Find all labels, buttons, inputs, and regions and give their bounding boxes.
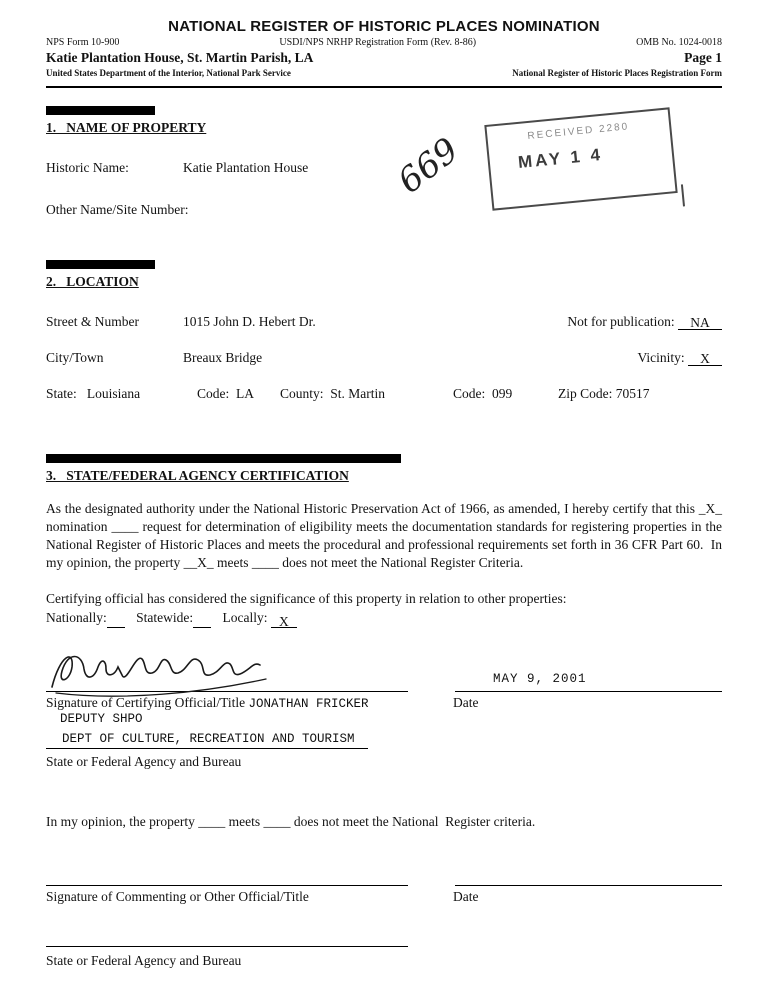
certifying-signature-label: Signature of Certifying Official/Title (46, 695, 246, 711)
agency-bureau-label-2: State or Federal Agency and Bureau (46, 953, 242, 969)
not-for-publication-value: NA (678, 315, 722, 330)
commenting-labels-row (46, 889, 722, 905)
certifying-labels-row (46, 695, 722, 711)
agency-bureau-label: State or Federal Agency and Bureau (46, 754, 242, 770)
certifying-date-value: MAY 9, 2001 (493, 672, 587, 687)
section1-bar (46, 106, 155, 115)
section2-heading: 2. LOCATION (46, 274, 139, 289)
property-title-row (46, 50, 722, 66)
section2-bar (46, 260, 155, 269)
signature-area (46, 672, 722, 692)
omb-number: OMB No. 1024-0018 (636, 37, 722, 48)
city-row (46, 350, 722, 366)
commenting-date-label: Date (453, 889, 479, 905)
not-for-publication-label: Not for publication: (567, 314, 675, 329)
statewide-label: Statewide: (136, 610, 194, 626)
commenting-agency-line (46, 931, 408, 947)
city-label: City/Town (46, 350, 104, 365)
statewide-blank (193, 613, 211, 628)
commenting-lines-row (46, 870, 722, 886)
commenting-signature-label: Signature of Commenting or Other Official/Title (46, 889, 309, 905)
state-row (46, 386, 722, 402)
section1-heading: 1. NAME OF PROPERTY (46, 120, 207, 135)
certifying-agency-line (46, 728, 368, 749)
locally-value: X (271, 613, 297, 628)
state-code: Code: LA (197, 386, 254, 401)
certification-paragraph: As the designated authority under the National Historic Preservation Act of 1966, as amended, I hereby certify that this _X_ nomination ____ request for determination of eligibility meets the documentation standards for registering properties in the National Register of Historic Places and meets the procedural and professional requirements set forth in 36 CFR Part 60. In my opinion, the property __X_ meets ____ does not meet the National Register Criteria. (46, 501, 726, 571)
locally-label: Locally: (222, 610, 268, 626)
city-value: Breaux Bridge (183, 350, 263, 365)
considered-block (46, 590, 722, 628)
vicinity-group (637, 350, 722, 366)
zip-code: Zip Code: 70517 (558, 386, 650, 401)
street-row (46, 314, 722, 330)
vicinity-label: Vicinity: (637, 350, 685, 365)
historic-name-label: Historic Name: (46, 160, 129, 175)
certifying-title: DEPUTY SHPO (60, 712, 143, 727)
other-name-label: Other Name/Site Number: (46, 202, 189, 217)
header-divider (46, 86, 722, 88)
considered-levels (46, 609, 722, 628)
not-for-publication-group (567, 314, 722, 330)
county-value: County: St. Martin (280, 386, 386, 401)
property-line: Katie Plantation House, St. Martin Parish, LA (46, 50, 314, 65)
form-number: NPS Form 10-900 (46, 37, 120, 48)
certifying-signature-line (46, 672, 408, 692)
signature-ink (42, 643, 278, 701)
street-value: 1015 John D. Hebert Dr. (183, 314, 316, 329)
section3-bar (46, 454, 401, 463)
page-title: NATIONAL REGISTER OF HISTORIC PLACES NOMINATION (168, 18, 600, 35)
form-revision: USDI/NPS NRHP Registration Form (Rev. 8-86) (279, 37, 477, 48)
received-stamp (484, 107, 677, 210)
historic-name-value: Katie Plantation House (183, 160, 309, 175)
certifying-name: JONATHAN FRICKER (248, 697, 369, 712)
county-code: Code: 099 (453, 386, 513, 401)
nationally-blank (107, 613, 125, 628)
registration-form-name: National Register of Historic Places Registration Form (512, 68, 722, 78)
department-line: United States Department of the Interior, National Park Service (46, 68, 291, 78)
handwritten-number: 669 (390, 130, 467, 202)
other-name-row (46, 202, 722, 218)
certifying-date-line (455, 672, 722, 692)
page-number: Page 1 (684, 50, 722, 65)
considered-line: Certifying official has considered the significance of this property in relation to other properties: (46, 591, 567, 607)
state-value: State: Louisiana (46, 386, 141, 401)
form-meta-row (46, 37, 722, 48)
vicinity-value: X (688, 351, 722, 366)
street-label: Street & Number (46, 314, 139, 329)
certifying-date-label: Date (453, 695, 479, 711)
commenting-date-line (455, 870, 722, 886)
certifying-agency: DEPT OF CULTURE, RECREATION AND TOURISM (62, 732, 355, 747)
agency-subtitle-row (46, 68, 722, 78)
nationally-label: Nationally: (46, 610, 107, 626)
section3-heading: 3. STATE/FEDERAL AGENCY CERTIFICATION (46, 468, 349, 483)
stamp-date-text: MAY 1 4 (517, 144, 604, 173)
opinion-line: In my opinion, the property ____ meets ____ does not meet the National Register criteria. (46, 814, 536, 830)
commenting-signature-line (46, 870, 408, 886)
stamp-received-text: RECEIVED 2280 (526, 121, 630, 142)
